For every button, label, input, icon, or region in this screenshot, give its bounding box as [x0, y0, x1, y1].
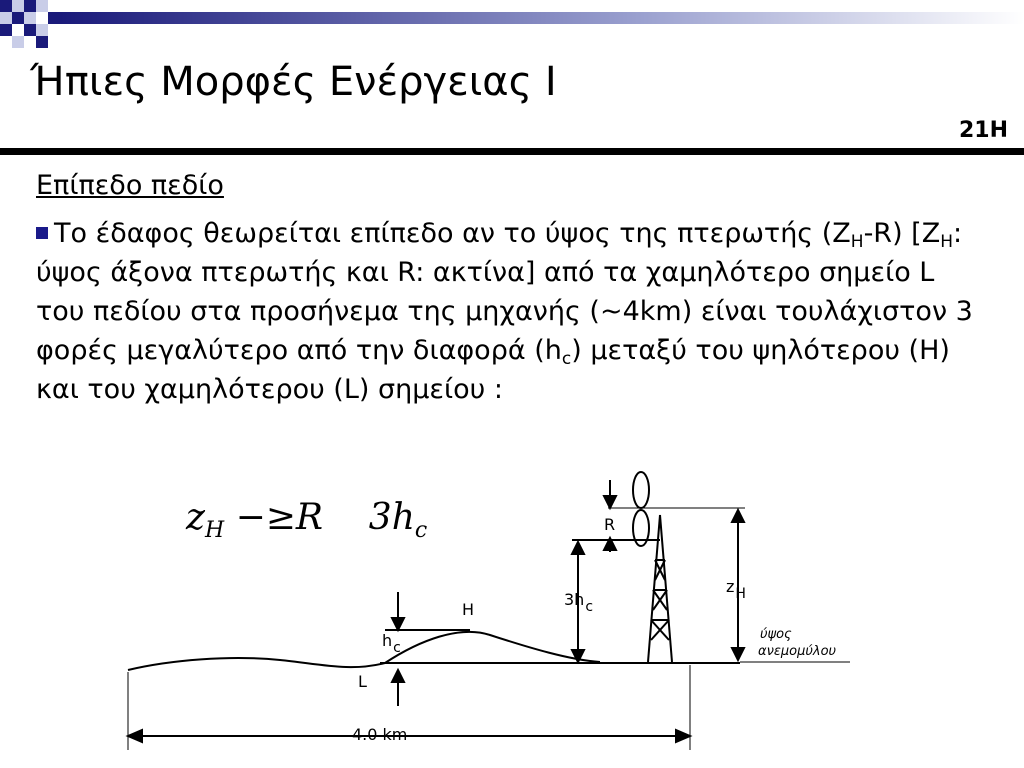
header-decoration [0, 0, 1024, 60]
label-hub-height-2: ανεμομύλου [758, 644, 837, 659]
bullet-paragraph: Το έδαφος θεωρείται επίπεδο αν το ύψος της πτερωτής $(Z_H-R)$ [$Z_H$: ύψος άξονα πτερωτής και R: ακτίνα] από τα χαμηλότερο σημείο L του πεδίου στα προσήνεμα της μηχανής (~4km) είναι τουλάχιστον 3 φορές μεγαλύτερο από την διαφορά $(h_c)$ μεταξύ του ψηλότερου (H) και του χαμηλότερου (L) σημείου : [36, 218, 973, 405]
label-L: L [358, 672, 367, 691]
label-3hc: 3hc [564, 590, 594, 615]
bullet-square-icon [36, 227, 48, 239]
title-divider [0, 148, 1024, 155]
label-hc: hc [382, 631, 401, 656]
rotor-blades-icon [633, 472, 649, 546]
terrain-profile [128, 632, 600, 670]
terrain-diagram [0, 460, 1024, 768]
label-H: H [462, 600, 475, 619]
label-distance: 4.0 km [352, 725, 408, 744]
label-R: R [604, 515, 616, 534]
section-heading: Επίπεδο πεδίο [36, 170, 224, 201]
inequality-formula: $z_H -\ge R$ $3h_c$ [186, 497, 428, 544]
wind-turbine-tower-icon [648, 515, 672, 662]
label-hub-height-1: ύψος [760, 627, 792, 642]
label-zH: zH [726, 577, 746, 602]
slide-title: Ήπιες Μορφές Ενέργειας Ι [30, 59, 557, 105]
slide-number: 21Η [958, 118, 1008, 143]
